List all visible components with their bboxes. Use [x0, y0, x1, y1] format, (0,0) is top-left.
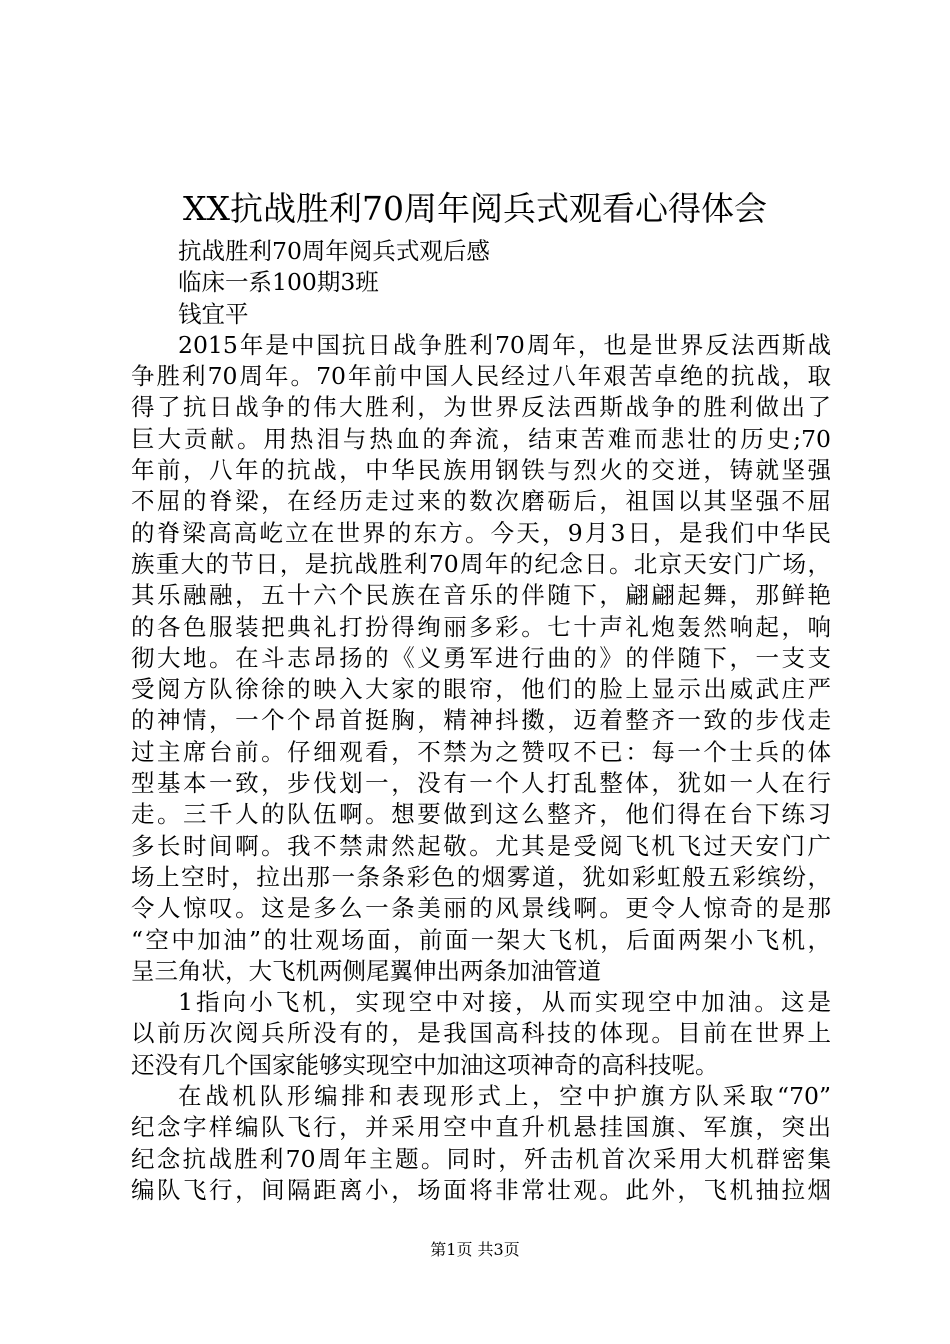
document-body	[131, 236, 831, 1206]
body-line: 还没有几个国家能够实现空中加油这项神奇的高科技呢。	[131, 1050, 719, 1079]
body-line: 彻大地。在斗志昂扬的《义勇军进行曲的》的伴随下，一支支	[131, 643, 831, 672]
body-line: 纪念抗战胜利70周年主题。同时，歼击机首次采用大机群密集	[131, 1144, 831, 1173]
body-line: 走。三千人的队伍啊。想要做到这么整齐，他们得在台下练习	[131, 800, 831, 829]
body-line: 编队飞行，间隔距离小，场面将非常壮观。此外，飞机抽拉烟	[131, 1175, 831, 1204]
body-line: 争胜利70周年。70年前中国人民经过八年艰苦卓绝的抗战，取	[131, 362, 831, 391]
body-line: 族重大的节日，是抗战胜利70周年的纪念日。北京天安门广场，	[131, 549, 831, 578]
body-line: 其乐融融，五十六个民族在音乐的伴随下，翩翩起舞，那鲜艳	[131, 581, 831, 610]
body-line: 过主席台前。仔细观看，不禁为之赞叹不已：每一个士兵的体	[131, 737, 831, 766]
document-title: XX抗战胜利70周年阅兵式观看心得体会	[183, 189, 767, 228]
body-line: 2015年是中国抗日战争胜利70周年，也是世界反法西斯战	[178, 330, 831, 359]
body-line: 令人惊叹。这是多么一条美丽的风景线啊。更令人惊奇的是那	[131, 894, 831, 923]
page-footer: 第1页 共3页	[430, 1240, 520, 1259]
body-line: 场上空时，拉出那一条条彩色的烟雾道，犹如彩虹般五彩缤纷，	[131, 862, 831, 891]
body-line: 型基本一致，步伐划一，没有一个人打乱整体，犹如一人在行	[131, 769, 831, 798]
body-line: 受阅方队徐徐的映入大家的眼帘，他们的脸上显示出威武庄严	[131, 675, 831, 704]
body-line: 呈三角状，大飞机两侧尾翼伸出两条加油管道	[131, 956, 601, 985]
author-line: 钱宜平	[178, 299, 249, 328]
body-line: 的各色服装把典礼打扮得绚丽多彩。七十声礼炮轰然响起，响	[131, 612, 831, 641]
body-line: 多长时间啊。我不禁肃然起敬。尤其是受阅飞机飞过天安门广	[131, 831, 831, 860]
body-line: 巨大贡献。用热泪与热血的奔流，结束苦难而悲壮的历史;70	[131, 424, 831, 453]
body-line: 年前，八年的抗战，中华民族用钢铁与烈火的交迸，铸就坚强	[131, 456, 831, 485]
body-line: 的神情，一个个昂首挺胸，精神抖擞，迈着整齐一致的步伐走	[131, 706, 831, 735]
body-line: 以前历次阅兵所没有的，是我国高科技的体现。目前在世界上	[131, 1019, 831, 1048]
body-text	[131, 330, 831, 1206]
class-info-line: 临床一系100期3班	[178, 268, 379, 297]
body-line: “空中加油”的壮观场面，前面一架大飞机，后面两架小飞机，	[131, 925, 831, 954]
body-line: 纪念字样编队飞行，并采用空中直升机悬挂国旗、军旗，突出	[131, 1113, 831, 1142]
body-line: 1指向小飞机，实现空中对接，从而实现空中加油。这是	[178, 988, 831, 1017]
body-line: 不屈的脊梁，在经历走过来的数次磨砺后，祖国以其坚强不屈	[131, 487, 831, 516]
body-line: 得了抗日战争的伟大胜利，为世界反法西斯战争的胜利做出了	[131, 393, 831, 422]
body-line: 在战机队形编排和表现形式上，空中护旗方队采取“70”	[178, 1082, 831, 1111]
subtitle-line: 抗战胜利70周年阅兵式观后感	[178, 237, 490, 265]
body-line: 的脊梁高高屹立在世界的东方。今天，9月3日，是我们中华民	[131, 518, 831, 547]
